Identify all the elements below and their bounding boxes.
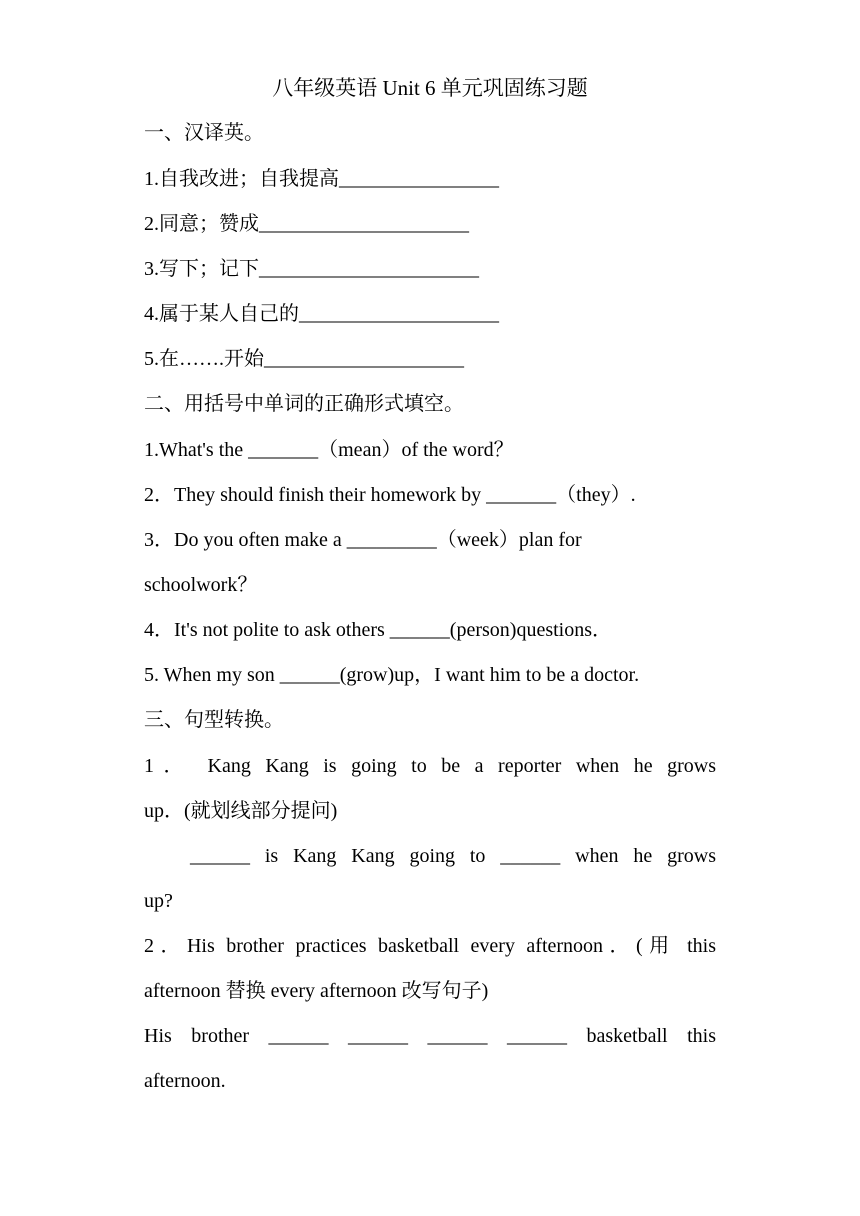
- section-1-item-4: 4.属于某人自己的____________________: [144, 303, 499, 325]
- section-3-item-2-answer-cont: afternoon.: [144, 1070, 226, 1092]
- section-3-item-1: 1． Kang Kang is going to be a reporter when he grows: [144, 755, 716, 777]
- section-2-item-2: 2．They should finish their homework by _______（they）.: [144, 484, 636, 506]
- section-2-item-5: 5. When my son ______(grow)up，I want him to be a doctor.: [144, 664, 640, 686]
- section-3-item-2-cont: afternoon 替换 every afternoon 改写句子): [144, 980, 489, 1002]
- section-2-item-3: 3．Do you often make a _________（week）plan for: [144, 529, 582, 551]
- section-2-item-3-cont: schoolwork？: [144, 574, 258, 596]
- section-2-heading: 二、用括号中单词的正确形式填空。: [144, 393, 464, 415]
- section-3-item-2-answer: His brother ______ ______ ______ ______ basketball this: [144, 1025, 716, 1047]
- section-1-heading: 一、汉译英。: [144, 122, 264, 144]
- section-2-item-1: 1.What's the _______（mean）of the word？: [144, 439, 514, 461]
- section-3-item-2: 2．His brother practices basketball every afternoon．(用 this: [144, 935, 716, 957]
- section-3-item-1-answer-cont: up?: [144, 890, 173, 912]
- section-3-heading: 三、句型转换。: [144, 709, 284, 731]
- section-1-item-3: 3.写下；记下______________________: [144, 258, 479, 280]
- section-2-item-4: 4．It's not polite to ask others ______(person)questions．: [144, 619, 612, 641]
- section-1-item-1: 1.自我改进；自我提高________________: [144, 168, 499, 190]
- section-1-item-2: 2.同意；赞成_____________________: [144, 213, 469, 235]
- section-3-item-1-cont: up．(就划线部分提问): [144, 800, 338, 822]
- page-title: 八年级英语 Unit 6 单元巩固练习题: [272, 76, 588, 100]
- section-1-item-5: 5.在…….开始____________________: [144, 348, 464, 370]
- section-3-item-1-answer: ______ is Kang Kang going to ______ when he grows: [190, 845, 716, 867]
